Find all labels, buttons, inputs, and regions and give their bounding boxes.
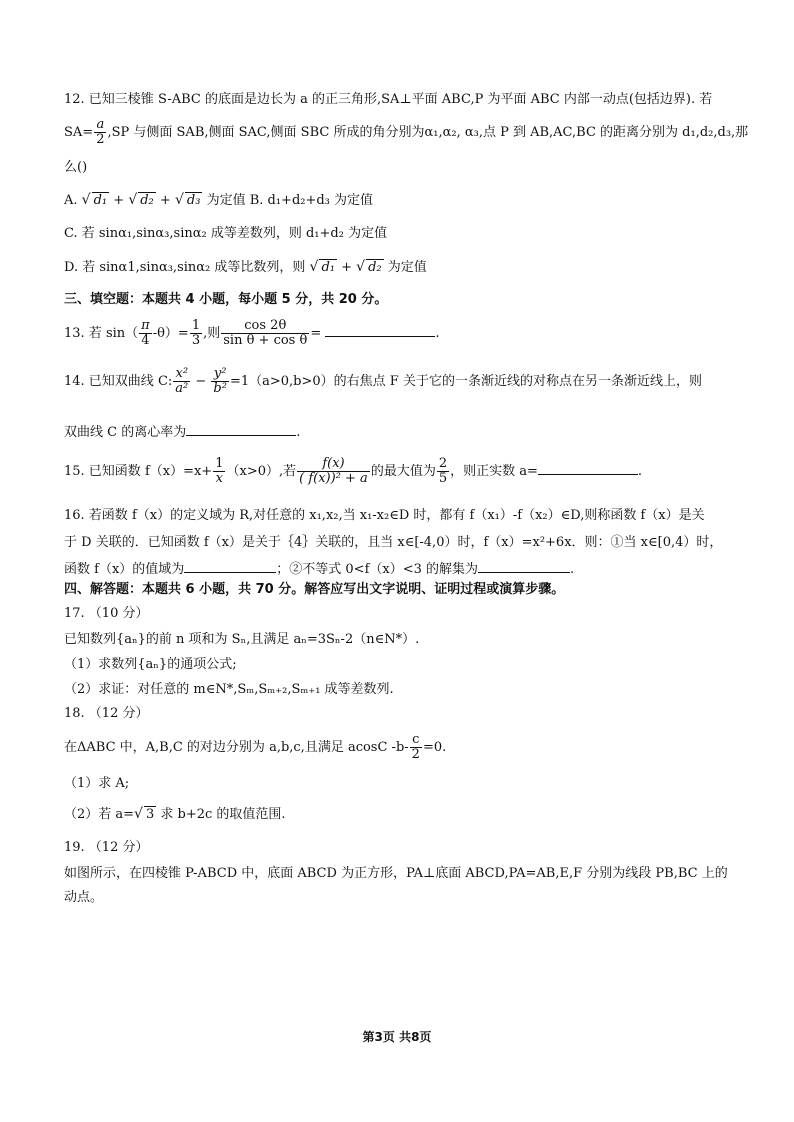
q16-answer-blank-2[interactable] <box>478 559 570 573</box>
q18-part1: （1）求 A; <box>64 776 130 791</box>
q18-frac-c2: $\frac{c}{2}$ <box>411 732 420 762</box>
q17-part2: （2）求证：对任意的 m∈N*,Sₘ,Sₘ₊₂,Sₘ₊₁ 成等差数列. <box>64 682 394 697</box>
q12-line2-rest: ,SP 与侧面 SAB,侧面 SAC,侧面 SBC 所成的角分别为α₁,α₂, α₃,点 P 到 AB,AC,BC 的距离分别为 d₁,d₂,d₃,那 <box>107 125 749 140</box>
q12-fraction: $\frac{a}{2}$ <box>96 117 105 147</box>
q13-frac-pi4: $\frac{\pi}{4}$ <box>141 318 150 348</box>
q19-stem-line1: 如图所示，在四棱锥 P-ABCD 中，底面 ABCD 为正方形，PA⊥底面 ABCD,PA=AB,E,F 分别为线段 PB,BC 上的 <box>64 866 728 881</box>
q17-head: 17. （10 分） <box>64 606 149 621</box>
q15-frac-25: $\frac{2}{5}$ <box>438 456 448 486</box>
q12-sa-prefix: SA= <box>64 125 94 140</box>
q13-frac-13: $\frac{1}{3}$ <box>191 318 201 348</box>
q18-stem: 在ΔABC 中，A,B,C 的对边分别为 a,b,c,且满足 acosC -b- $\frac{c}{2}$ =0. <box>64 732 447 762</box>
q12-option-d: D. 若 sinα1,sinα₃,sinα₂ 成等比数列，则 √ d₁ + √ d₂ 为定值 <box>64 259 427 275</box>
q15-frac-fx: $\frac{f(x)}{\text{( f(x))² + a}}$ <box>299 456 368 486</box>
q18-head: 18. （12 分） <box>64 706 149 721</box>
q12-option-c: C. 若 sinα₁,sinα₃,sinα₂ 成等差数列，则 d₁+d₂ 为定值 <box>64 226 388 241</box>
q12-line3: 么() <box>64 160 88 175</box>
q16-line1: 16. 若函数 f（x）的定义域为 R,对任意的 x₁,x₂,当 x₁-x₂∈D 时，都有 f（x₁）-f（x₂）∈D,则称函数 f（x）是关 <box>64 508 705 523</box>
q15-line: 15. 已知函数 f（x）=x+ $\frac{1}{x}$ （x>0）,若 $\frac{f(x)}{\text{( f(x))² + a}}$ 的最大值为 $\frac{2}{5}$ ，则正实数 a= . <box>64 456 643 486</box>
section4-heading: 四、解答题：本题共 6 小题，共 70 分。解答应写出文字说明、证明过程或演算步骤。 <box>64 582 565 597</box>
q13-line: 13. 若 sin（ $\frac{\pi}{4}$ -θ）= $\frac{1}{3}$ ,则 $\frac{\cos 2\theta}{\text{sin θ + cos θ}}$ = . <box>64 318 440 348</box>
q19-head: 19. （12 分） <box>64 840 149 855</box>
q12-line1: 12. 已知三棱锥 S-ABC 的底面是边长为 a 的正三角形,SA⊥平面 ABC,P 为平面 ABC 内部一动点(包括边界). 若 <box>64 92 713 107</box>
q16-answer-blank-1[interactable] <box>184 559 276 573</box>
q14-frac-x: $\frac{\text{x²}}{\text{a²}}$ <box>175 366 189 396</box>
sqrt-icon: √ <box>309 259 319 275</box>
q14-line1: 14. 已知双曲线 C: $\frac{\text{x²}}{\text{a²}}$ − $\frac{\text{y²}}{\text{b²}}$ =1（a>0,b>0）的右焦点 F 关于它的一条渐近线的对称点在另一条渐近线上，则 <box>64 366 702 396</box>
sqrt-icon: √ <box>81 192 91 208</box>
q19-stem-line2: 动点。 <box>64 890 104 905</box>
q14-frac-y: $\frac{\text{y²}}{\text{b²}}$ <box>213 366 227 396</box>
sqrt-icon: √ <box>174 192 184 208</box>
sqrt-icon: √ <box>134 806 143 822</box>
q14-line2: 双曲线 C 的离心率为 . <box>64 422 300 441</box>
q12-option-a: A. √ d₁ + √ d₂ + √ d₃ 为定值 B. d₁+d₂+d₃ 为定值 <box>64 192 374 208</box>
q13-answer-blank[interactable] <box>325 323 435 337</box>
q15-frac-1x: $\frac{1}{x}$ <box>215 456 224 486</box>
sqrt-icon: √ <box>128 192 138 208</box>
q14-answer-blank[interactable] <box>186 422 296 436</box>
q16-line2: 于 D 关联的．已知函数 f（x）是关于｛4｝关联的，且当 x∈[-4,0）时，f（x）=x²+6x．则：①当 x∈[0,4）时， <box>64 535 723 550</box>
q12-line2 <box>64 118 748 148</box>
q15-answer-blank[interactable] <box>538 461 638 475</box>
q17-part1: （1）求数列{aₙ}的通项公式; <box>64 657 237 672</box>
section3-heading: 三、填空题：本题共 4 小题，每小题 5 分，共 20 分。 <box>64 292 388 307</box>
q17-stem: 已知数列{aₙ}的前 n 项和为 Sₙ,且满足 aₙ=3Sₙ-2（n∈N*）. <box>64 632 420 647</box>
q18-part2: （2）若 a=√ 3 求 b+2c 的取值范围. <box>64 806 286 822</box>
page-footer: 第3页 共8页 <box>362 1030 432 1044</box>
sqrt-icon: √ <box>356 259 366 275</box>
q16-line3: 函数 f（x）的值域为 ；②不等式 0<f（x）<3 的解集为 . <box>64 559 574 578</box>
q13-frac-cos: $\frac{\cos 2\theta}{\text{sin θ + cos θ}}$ <box>223 318 308 348</box>
